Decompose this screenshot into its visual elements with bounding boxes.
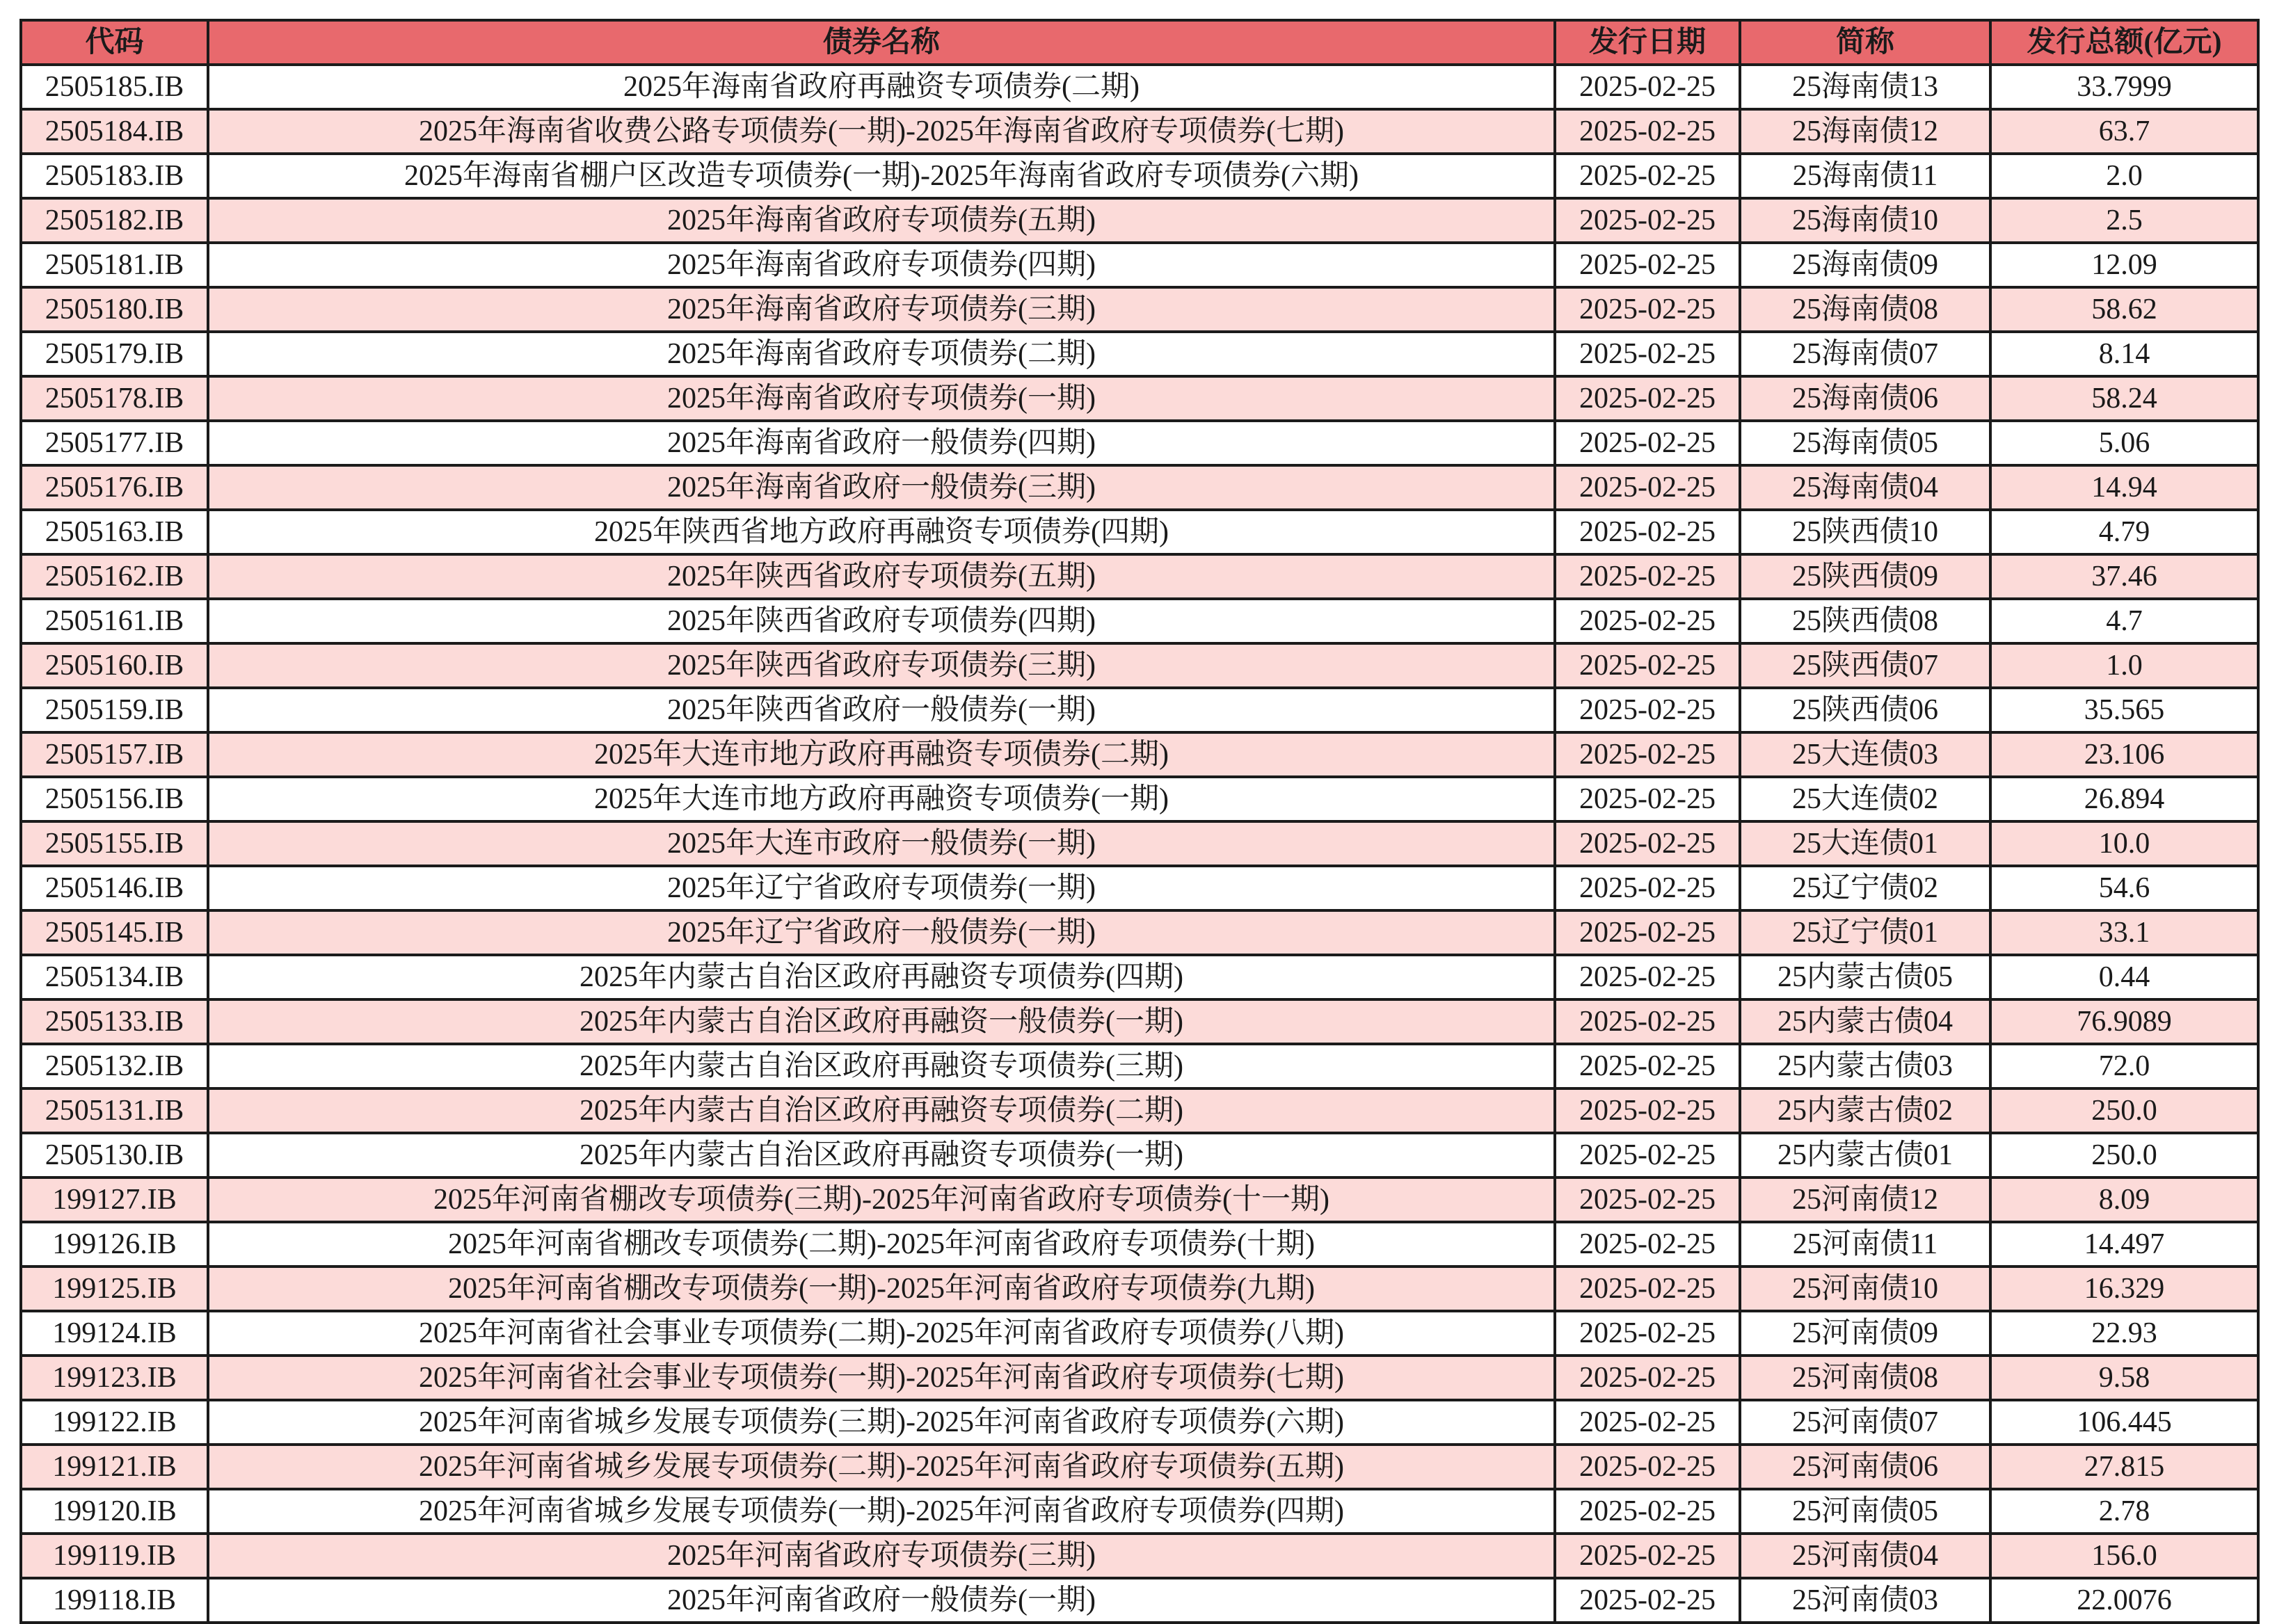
issue-date-cell: 2025-02-25	[1555, 732, 1740, 777]
issue-date-cell: 2025-02-25	[1555, 65, 1740, 109]
code-cell: 199120.IB	[21, 1489, 208, 1534]
table-row	[21, 643, 2258, 688]
bond-name-cell: 2025年内蒙古自治区政府再融资专项债券(二期)	[208, 1088, 1555, 1133]
issue-date-cell: 2025-02-25	[1555, 510, 1740, 554]
table-row	[21, 999, 2258, 1044]
bond-name-cell: 2025年河南省棚改专项债券(三期)-2025年河南省政府专项债券(十一期)	[208, 1177, 1555, 1222]
header-code: 代码	[21, 20, 208, 65]
header-issue-date: 发行日期	[1555, 20, 1740, 65]
short-name-cell: 25河南债07	[1740, 1400, 1990, 1445]
code-cell: 2505177.IB	[21, 421, 208, 465]
table-row	[21, 910, 2258, 955]
short-name-cell: 25河南债09	[1740, 1311, 1990, 1356]
short-name-cell: 25陕西债06	[1740, 688, 1990, 732]
short-name-cell: 25大连债03	[1740, 732, 1990, 777]
issue-date-cell: 2025-02-25	[1555, 198, 1740, 243]
issue-date-cell: 2025-02-25	[1555, 599, 1740, 643]
short-name-cell: 25海南债09	[1740, 243, 1990, 287]
amount-cell: 106.445	[1990, 1400, 2258, 1445]
amount-cell: 250.0	[1990, 1133, 2258, 1177]
short-name-cell: 25河南债03	[1740, 1578, 1990, 1623]
header-issue-amount: 发行总额(亿元)	[1990, 20, 2258, 65]
short-name-cell: 25辽宁债01	[1740, 910, 1990, 955]
table-row	[21, 866, 2258, 910]
issue-date-cell: 2025-02-25	[1555, 1044, 1740, 1088]
bond-name-cell: 2025年海南省政府专项债券(一期)	[208, 376, 1555, 421]
short-name-cell: 25河南债10	[1740, 1267, 1990, 1311]
table-row	[21, 1356, 2258, 1400]
bond-name-cell: 2025年河南省政府一般债券(一期)	[208, 1578, 1555, 1623]
bond-name-cell: 2025年陕西省政府专项债券(三期)	[208, 643, 1555, 688]
short-name-cell: 25河南债12	[1740, 1177, 1990, 1222]
bond-name-cell: 2025年辽宁省政府专项债券(一期)	[208, 866, 1555, 910]
code-cell: 2505185.IB	[21, 65, 208, 109]
code-cell: 2505182.IB	[21, 198, 208, 243]
short-name-cell: 25内蒙古债04	[1740, 999, 1990, 1044]
code-cell: 2505134.IB	[21, 955, 208, 999]
code-cell: 199127.IB	[21, 1177, 208, 1222]
table-header-row	[21, 20, 2258, 65]
bond-name-cell: 2025年陕西省政府一般债券(一期)	[208, 688, 1555, 732]
table-row	[21, 376, 2258, 421]
table-row	[21, 198, 2258, 243]
code-cell: 2505183.IB	[21, 154, 208, 198]
bond-name-cell: 2025年河南省城乡发展专项债券(二期)-2025年河南省政府专项债券(五期)	[208, 1445, 1555, 1489]
bond-name-cell: 2025年内蒙古自治区政府再融资一般债券(一期)	[208, 999, 1555, 1044]
short-name-cell: 25河南债05	[1740, 1489, 1990, 1534]
bond-name-cell: 2025年内蒙古自治区政府再融资专项债券(四期)	[208, 955, 1555, 999]
code-cell: 2505145.IB	[21, 910, 208, 955]
issue-date-cell: 2025-02-25	[1555, 1177, 1740, 1222]
code-cell: 2505176.IB	[21, 465, 208, 510]
amount-cell: 2.0	[1990, 154, 2258, 198]
short-name-cell: 25海南债04	[1740, 465, 1990, 510]
code-cell: 199121.IB	[21, 1445, 208, 1489]
amount-cell: 2.78	[1990, 1489, 2258, 1534]
bond-name-cell: 2025年大连市政府一般债券(一期)	[208, 821, 1555, 866]
code-cell: 199118.IB	[21, 1578, 208, 1623]
issue-date-cell: 2025-02-25	[1555, 1267, 1740, 1311]
issue-date-cell: 2025-02-25	[1555, 332, 1740, 376]
amount-cell: 8.14	[1990, 332, 2258, 376]
issue-date-cell: 2025-02-25	[1555, 554, 1740, 599]
amount-cell: 250.0	[1990, 1088, 2258, 1133]
code-cell: 2505133.IB	[21, 999, 208, 1044]
bond-name-cell: 2025年内蒙古自治区政府再融资专项债券(三期)	[208, 1044, 1555, 1088]
table-body	[21, 65, 2258, 1623]
table-row	[21, 243, 2258, 287]
table-row	[21, 1489, 2258, 1534]
amount-cell: 16.329	[1990, 1267, 2258, 1311]
table-row	[21, 332, 2258, 376]
issue-date-cell: 2025-02-25	[1555, 1400, 1740, 1445]
short-name-cell: 25陕西债10	[1740, 510, 1990, 554]
table-row	[21, 1044, 2258, 1088]
code-cell: 199122.IB	[21, 1400, 208, 1445]
code-cell: 199124.IB	[21, 1311, 208, 1356]
bond-name-cell: 2025年海南省政府专项债券(四期)	[208, 243, 1555, 287]
table-row	[21, 1177, 2258, 1222]
issue-date-cell: 2025-02-25	[1555, 1222, 1740, 1267]
bond-name-cell: 2025年河南省社会事业专项债券(二期)-2025年河南省政府专项债券(八期)	[208, 1311, 1555, 1356]
code-cell: 199125.IB	[21, 1267, 208, 1311]
amount-cell: 37.46	[1990, 554, 2258, 599]
issue-date-cell: 2025-02-25	[1555, 154, 1740, 198]
short-name-cell: 25陕西债08	[1740, 599, 1990, 643]
code-cell: 2505162.IB	[21, 554, 208, 599]
table-row	[21, 154, 2258, 198]
amount-cell: 22.0076	[1990, 1578, 2258, 1623]
short-name-cell: 25海南债05	[1740, 421, 1990, 465]
amount-cell: 58.24	[1990, 376, 2258, 421]
issue-date-cell: 2025-02-25	[1555, 1356, 1740, 1400]
amount-cell: 54.6	[1990, 866, 2258, 910]
table-row	[21, 287, 2258, 332]
table-row	[21, 554, 2258, 599]
short-name-cell: 25陕西债07	[1740, 643, 1990, 688]
short-name-cell: 25海南债10	[1740, 198, 1990, 243]
table-row	[21, 1445, 2258, 1489]
issue-date-cell: 2025-02-25	[1555, 910, 1740, 955]
amount-cell: 72.0	[1990, 1044, 2258, 1088]
short-name-cell: 25内蒙古债03	[1740, 1044, 1990, 1088]
code-cell: 2505178.IB	[21, 376, 208, 421]
code-cell: 199123.IB	[21, 1356, 208, 1400]
amount-cell: 8.09	[1990, 1177, 2258, 1222]
issue-date-cell: 2025-02-25	[1555, 421, 1740, 465]
bond-name-cell: 2025年河南省政府专项债券(三期)	[208, 1534, 1555, 1578]
bond-name-cell: 2025年河南省棚改专项债券(一期)-2025年河南省政府专项债券(九期)	[208, 1267, 1555, 1311]
amount-cell: 4.79	[1990, 510, 2258, 554]
issue-date-cell: 2025-02-25	[1555, 287, 1740, 332]
issue-date-cell: 2025-02-25	[1555, 643, 1740, 688]
short-name-cell: 25大连债02	[1740, 777, 1990, 821]
amount-cell: 76.9089	[1990, 999, 2258, 1044]
issue-date-cell: 2025-02-25	[1555, 1489, 1740, 1534]
amount-cell: 35.565	[1990, 688, 2258, 732]
bond-name-cell: 2025年大连市地方政府再融资专项债券(一期)	[208, 777, 1555, 821]
amount-cell: 5.06	[1990, 421, 2258, 465]
code-cell: 2505146.IB	[21, 866, 208, 910]
issue-date-cell: 2025-02-25	[1555, 999, 1740, 1044]
bond-name-cell: 2025年内蒙古自治区政府再融资专项债券(一期)	[208, 1133, 1555, 1177]
table-row	[21, 732, 2258, 777]
amount-cell: 63.7	[1990, 109, 2258, 154]
code-cell: 2505156.IB	[21, 777, 208, 821]
header-bond-name: 债券名称	[208, 20, 1555, 65]
bond-name-cell: 2025年辽宁省政府一般债券(一期)	[208, 910, 1555, 955]
code-cell: 2505179.IB	[21, 332, 208, 376]
short-name-cell: 25内蒙古债05	[1740, 955, 1990, 999]
table-row	[21, 1088, 2258, 1133]
table-row	[21, 1133, 2258, 1177]
bond-table	[19, 19, 2260, 1624]
amount-cell: 9.58	[1990, 1356, 2258, 1400]
short-name-cell: 25河南债04	[1740, 1534, 1990, 1578]
table-row	[21, 1311, 2258, 1356]
issue-date-cell: 2025-02-25	[1555, 1311, 1740, 1356]
short-name-cell: 25海南债06	[1740, 376, 1990, 421]
table-row	[21, 955, 2258, 999]
issue-date-cell: 2025-02-25	[1555, 821, 1740, 866]
code-cell: 2505131.IB	[21, 1088, 208, 1133]
short-name-cell: 25海南债12	[1740, 109, 1990, 154]
table-row	[21, 821, 2258, 866]
amount-cell: 12.09	[1990, 243, 2258, 287]
short-name-cell: 25辽宁债02	[1740, 866, 1990, 910]
bond-name-cell: 2025年河南省城乡发展专项债券(一期)-2025年河南省政府专项债券(四期)	[208, 1489, 1555, 1534]
code-cell: 2505161.IB	[21, 599, 208, 643]
issue-date-cell: 2025-02-25	[1555, 1133, 1740, 1177]
amount-cell: 0.44	[1990, 955, 2258, 999]
bond-name-cell: 2025年海南省收费公路专项债券(一期)-2025年海南省政府专项债券(七期)	[208, 109, 1555, 154]
table-row	[21, 510, 2258, 554]
amount-cell: 1.0	[1990, 643, 2258, 688]
bond-name-cell: 2025年陕西省政府专项债券(五期)	[208, 554, 1555, 599]
table-row	[21, 65, 2258, 109]
amount-cell: 22.93	[1990, 1311, 2258, 1356]
issue-date-cell: 2025-02-25	[1555, 777, 1740, 821]
bond-name-cell: 2025年海南省政府一般债券(三期)	[208, 465, 1555, 510]
issue-date-cell: 2025-02-25	[1555, 1578, 1740, 1623]
short-name-cell: 25河南债08	[1740, 1356, 1990, 1400]
short-name-cell: 25内蒙古债01	[1740, 1133, 1990, 1177]
amount-cell: 23.106	[1990, 732, 2258, 777]
bond-name-cell: 2025年河南省社会事业专项债券(一期)-2025年河南省政府专项债券(七期)	[208, 1356, 1555, 1400]
bond-name-cell: 2025年海南省政府再融资专项债券(二期)	[208, 65, 1555, 109]
table-row	[21, 777, 2258, 821]
code-cell: 2505159.IB	[21, 688, 208, 732]
amount-cell: 156.0	[1990, 1534, 2258, 1578]
amount-cell: 10.0	[1990, 821, 2258, 866]
code-cell: 2505180.IB	[21, 287, 208, 332]
bond-name-cell: 2025年大连市地方政府再融资专项债券(二期)	[208, 732, 1555, 777]
bond-name-cell: 2025年海南省政府专项债券(二期)	[208, 332, 1555, 376]
amount-cell: 58.62	[1990, 287, 2258, 332]
code-cell: 2505157.IB	[21, 732, 208, 777]
short-name-cell: 25海南债07	[1740, 332, 1990, 376]
bond-name-cell: 2025年海南省政府专项债券(五期)	[208, 198, 1555, 243]
code-cell: 2505155.IB	[21, 821, 208, 866]
bond-name-cell: 2025年河南省棚改专项债券(二期)-2025年河南省政府专项债券(十期)	[208, 1222, 1555, 1267]
amount-cell: 27.815	[1990, 1445, 2258, 1489]
issue-date-cell: 2025-02-25	[1555, 109, 1740, 154]
short-name-cell: 25陕西债09	[1740, 554, 1990, 599]
code-cell: 2505130.IB	[21, 1133, 208, 1177]
table-row	[21, 599, 2258, 643]
code-cell: 2505184.IB	[21, 109, 208, 154]
amount-cell: 26.894	[1990, 777, 2258, 821]
short-name-cell: 25大连债01	[1740, 821, 1990, 866]
table-row	[21, 465, 2258, 510]
bond-name-cell: 2025年海南省政府专项债券(三期)	[208, 287, 1555, 332]
header-short-name: 简称	[1740, 20, 1990, 65]
table-row	[21, 1400, 2258, 1445]
table-row	[21, 1222, 2258, 1267]
issue-date-cell: 2025-02-25	[1555, 1534, 1740, 1578]
code-cell: 2505132.IB	[21, 1044, 208, 1088]
bond-name-cell: 2025年陕西省地方政府再融资专项债券(四期)	[208, 510, 1555, 554]
short-name-cell: 25河南债06	[1740, 1445, 1990, 1489]
issue-date-cell: 2025-02-25	[1555, 955, 1740, 999]
short-name-cell: 25海南债11	[1740, 154, 1990, 198]
issue-date-cell: 2025-02-25	[1555, 1088, 1740, 1133]
code-cell: 199119.IB	[21, 1534, 208, 1578]
bond-name-cell: 2025年海南省棚户区改造专项债券(一期)-2025年海南省政府专项债券(六期)	[208, 154, 1555, 198]
amount-cell: 14.94	[1990, 465, 2258, 510]
issue-date-cell: 2025-02-25	[1555, 376, 1740, 421]
table-row	[21, 1534, 2258, 1578]
code-cell: 2505163.IB	[21, 510, 208, 554]
amount-cell: 33.7999	[1990, 65, 2258, 109]
amount-cell: 33.1	[1990, 910, 2258, 955]
bond-name-cell: 2025年海南省政府一般债券(四期)	[208, 421, 1555, 465]
amount-cell: 4.7	[1990, 599, 2258, 643]
amount-cell: 14.497	[1990, 1222, 2258, 1267]
issue-date-cell: 2025-02-25	[1555, 465, 1740, 510]
table-row	[21, 688, 2258, 732]
table-row	[21, 109, 2258, 154]
short-name-cell: 25海南债08	[1740, 287, 1990, 332]
table-row	[21, 1578, 2258, 1623]
short-name-cell: 25河南债11	[1740, 1222, 1990, 1267]
code-cell: 2505181.IB	[21, 243, 208, 287]
table-row	[21, 1267, 2258, 1311]
short-name-cell: 25内蒙古债02	[1740, 1088, 1990, 1133]
code-cell: 199126.IB	[21, 1222, 208, 1267]
issue-date-cell: 2025-02-25	[1555, 1445, 1740, 1489]
table-row	[21, 421, 2258, 465]
issue-date-cell: 2025-02-25	[1555, 243, 1740, 287]
bond-name-cell: 2025年河南省城乡发展专项债券(三期)-2025年河南省政府专项债券(六期)	[208, 1400, 1555, 1445]
issue-date-cell: 2025-02-25	[1555, 688, 1740, 732]
short-name-cell: 25海南债13	[1740, 65, 1990, 109]
code-cell: 2505160.IB	[21, 643, 208, 688]
bond-name-cell: 2025年陕西省政府专项债券(四期)	[208, 599, 1555, 643]
amount-cell: 2.5	[1990, 198, 2258, 243]
issue-date-cell: 2025-02-25	[1555, 866, 1740, 910]
